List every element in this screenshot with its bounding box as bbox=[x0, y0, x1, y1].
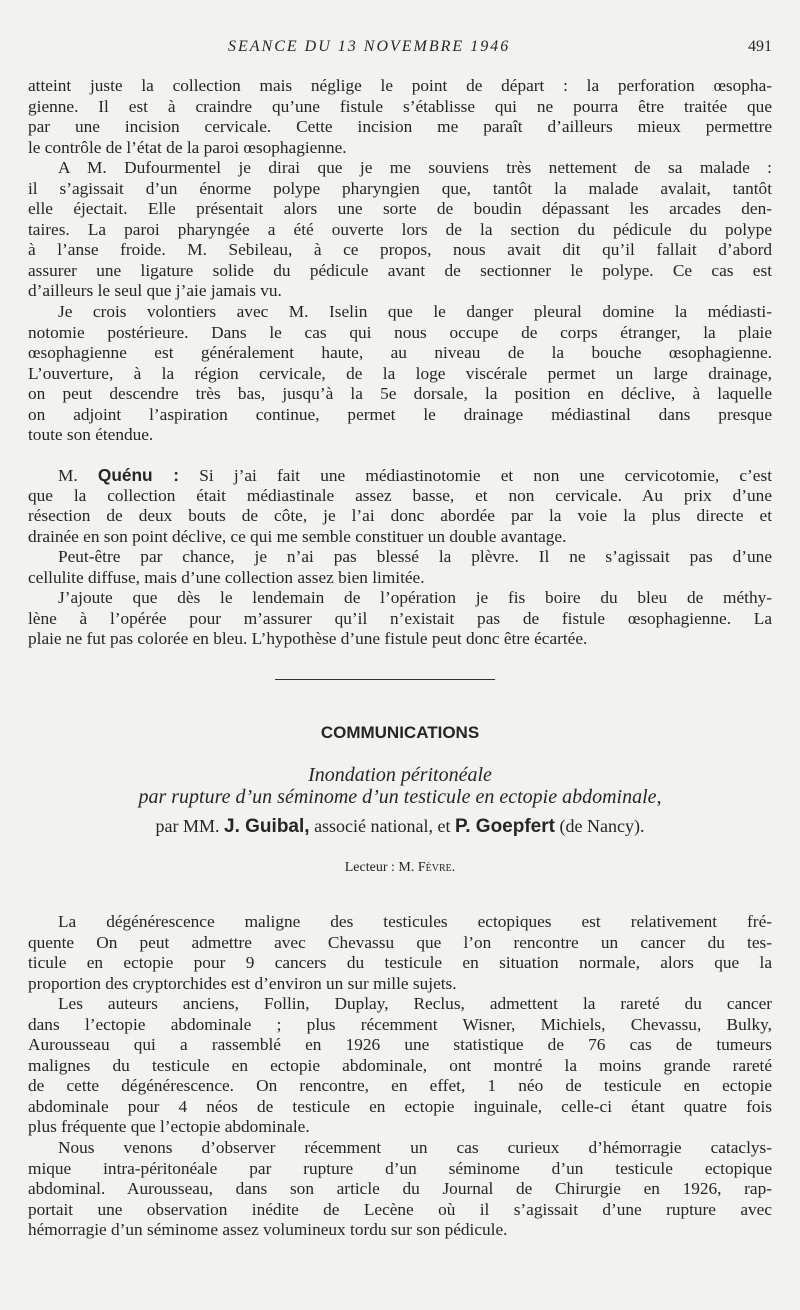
text-line: il s’agissait d’un énorme polype pharyngien que, tantôt la malade avalait, tantôt bbox=[28, 178, 772, 198]
text-line: hémorragie d’un séminome assez volumineux tordu sur son pédicule. bbox=[28, 1220, 508, 1239]
reader-credit bbox=[0, 860, 800, 876]
text-line: œsophagienne est généralement haute, au niveau de la bouche œsophagienne. bbox=[28, 343, 772, 362]
text-line: plus fréquente que l’ectopie abdominale. bbox=[28, 1117, 310, 1136]
text-line: drainée en son point déclive, ce qui me semble constituer un double avantage. bbox=[28, 526, 567, 546]
reader-label: Lecteur : M. bbox=[344, 860, 415, 875]
text-line: toute son étendue. bbox=[28, 425, 154, 444]
text-line: gienne. Il est à craindre qu’une fistule s’établisse qui ne pourra être traitée que bbox=[28, 96, 772, 116]
running-title: SEANCE DU 13 NOVEMBRE 1946 bbox=[228, 38, 511, 55]
text-line: La dégénérescence maligne des testicules ectopiques est relativement fré- bbox=[58, 912, 772, 931]
page-number: 491 bbox=[748, 38, 772, 55]
text-line: Je crois volontiers avec M. Iselin que le danger pleural domine la médiasti- bbox=[58, 302, 772, 321]
quenu-paragraph-3 bbox=[28, 588, 772, 650]
text-line: plaie ne fut pas colorée en bleu. L’hypothèse d’une fistule peut donc être écartée. bbox=[28, 629, 588, 648]
quenu-paragraph-2 bbox=[28, 547, 772, 588]
article-authors bbox=[0, 816, 800, 838]
body-paragraph-2 bbox=[28, 994, 772, 1138]
text-line: dans l’ectopie abdominale ; plus récemment Wisner, Michiels, Chevassu, Bulky, bbox=[28, 1014, 772, 1034]
discussion-paragraph-1 bbox=[28, 76, 772, 158]
text-line: lène à l’opérée pour m’assurer qu’il n’existait pas de fistule œsophagienne. La bbox=[28, 608, 772, 628]
text-line: portait une observation inédite de Lecène où il s’agissait d’une rupture avec bbox=[28, 1199, 772, 1219]
text-line: que la collection était médiastinale assez basse, et non cervicale. Au prix d’une bbox=[28, 485, 772, 505]
text-line: ticule en ectopie pour 9 cancers du testicule en situation normale, alors que la bbox=[28, 953, 772, 972]
speaker-name: Quénu : bbox=[97, 465, 180, 485]
text-line: J’ajoute que dès le lendemain de l’opération je fis boire du bleu de méthy- bbox=[58, 588, 772, 607]
authors-place: (de Nancy). bbox=[559, 816, 645, 836]
text-line: atteint juste la collection mais néglige le point de départ : la perforation œsopha- bbox=[28, 76, 772, 95]
text-line: quente On peut admettre avec Chevassu que l’on rencontre un cancer du tes- bbox=[28, 932, 772, 952]
text-line: on peut descendre très bas, jusqu’à la 5e dorsale, la position en déclive, à laquelle bbox=[28, 384, 772, 403]
text-line: Aurousseau qui a rassemblé en 1926 une statistique de 76 cas de tumeurs bbox=[28, 1035, 772, 1054]
text-line: à l’anse froide. M. Sebileau, à ce propos, nous avait dit qu’il fallait d’abord bbox=[28, 240, 772, 259]
body-paragraph-1 bbox=[28, 912, 772, 994]
author-2: P. Goepfert bbox=[455, 816, 555, 837]
text-line: de cette dégénérescence. On rencontre, en effet, 1 néo de testicule en ectopie bbox=[28, 1076, 772, 1095]
article-title-line-1: Inondation péritonéale bbox=[308, 764, 492, 786]
text-line: d’ailleurs le seul que j’aie jamais vu. bbox=[28, 281, 282, 300]
authors-prefix: par MM. bbox=[155, 816, 220, 836]
article-title-line-2: par rupture d’un séminome d’un testicule en ectopie abdominale, bbox=[138, 786, 662, 808]
reader-name: Fèvre. bbox=[417, 860, 456, 875]
section-heading: COMMUNICATIONS bbox=[320, 723, 480, 742]
text-line: taires. La paroi pharyngée a été ouverte lors de la section du pédicule du polype bbox=[28, 219, 772, 239]
text-line: Les auteurs anciens, Follin, Duplay, Reclus, admettent la rareté du cancer bbox=[58, 994, 772, 1013]
text-line: malignes du testicule en ectopie abdominale, ont montré la moins grande rareté bbox=[28, 1055, 772, 1075]
text-line: Nous venons d’observer récemment un cas curieux d’hémorragie cataclys- bbox=[58, 1138, 772, 1157]
text-line: proportion des cryptorchides est d’environ un sur mille sujets. bbox=[28, 973, 457, 993]
author-1: J. Guibal, bbox=[224, 816, 310, 837]
text-line: résection de deux bouts de côte, je l’ai donc abordée par la voie la plus directe et bbox=[28, 506, 772, 525]
text-line: Peut-être par chance, je n’ai pas blessé la plèvre. Il ne s’agissait pas d’une bbox=[58, 547, 772, 566]
speaker-text: Si j’ai fait une médiastinotomie et non une cervicotomie, c’est bbox=[199, 466, 772, 485]
quenu-paragraph-1 bbox=[28, 465, 772, 547]
body-paragraph-3 bbox=[28, 1138, 772, 1241]
text-line: assurer une ligature solide du pédicule avant de sectionner le polype. Ce cas est bbox=[28, 260, 772, 280]
speaker-prefix: M. bbox=[58, 466, 78, 485]
text-line: mique intra-péritonéale par rupture d’un séminome d’un testicule ectopique bbox=[28, 1158, 772, 1178]
text-line: L’ouverture, à la région cervicale, de la loge viscérale permet un large drainage, bbox=[28, 363, 772, 383]
discussion-paragraph-2 bbox=[28, 158, 772, 302]
authors-affiliation: associé national, et bbox=[314, 816, 451, 836]
text-line: le contrôle de l’état de la paroi œsophagienne. bbox=[28, 137, 347, 157]
text-line: elle éjectait. Elle présentait alors une sorte de boudin dépassant les arcades den- bbox=[28, 199, 772, 218]
section-divider bbox=[275, 679, 495, 680]
text-line: on adjoint l’aspiration continue, permet le drainage médiastinal dans presque bbox=[28, 404, 772, 424]
text-line: cellulite diffuse, mais d’une collection assez bien limitée. bbox=[28, 567, 425, 587]
text-line: par une incision cervicale. Cette incision me paraît d’ailleurs mieux permettre bbox=[28, 117, 772, 136]
text-line: A M. Dufourmentel je dirai que je me souviens très nettement de sa malade : bbox=[58, 158, 772, 177]
text-line bbox=[28, 465, 772, 486]
text-line: abdominale pour 4 néos de testicule en ectopie inguinale, celle-ci étant quatre fois bbox=[28, 1096, 772, 1116]
discussion-paragraph-3 bbox=[28, 302, 772, 446]
text-line: notomie postérieure. Dans le cas qui nous occupe de corps étranger, la plaie bbox=[28, 322, 772, 342]
text-line: abdominal. Aurousseau, dans son article du Journal de Chirurgie en 1926, rap- bbox=[28, 1179, 772, 1198]
